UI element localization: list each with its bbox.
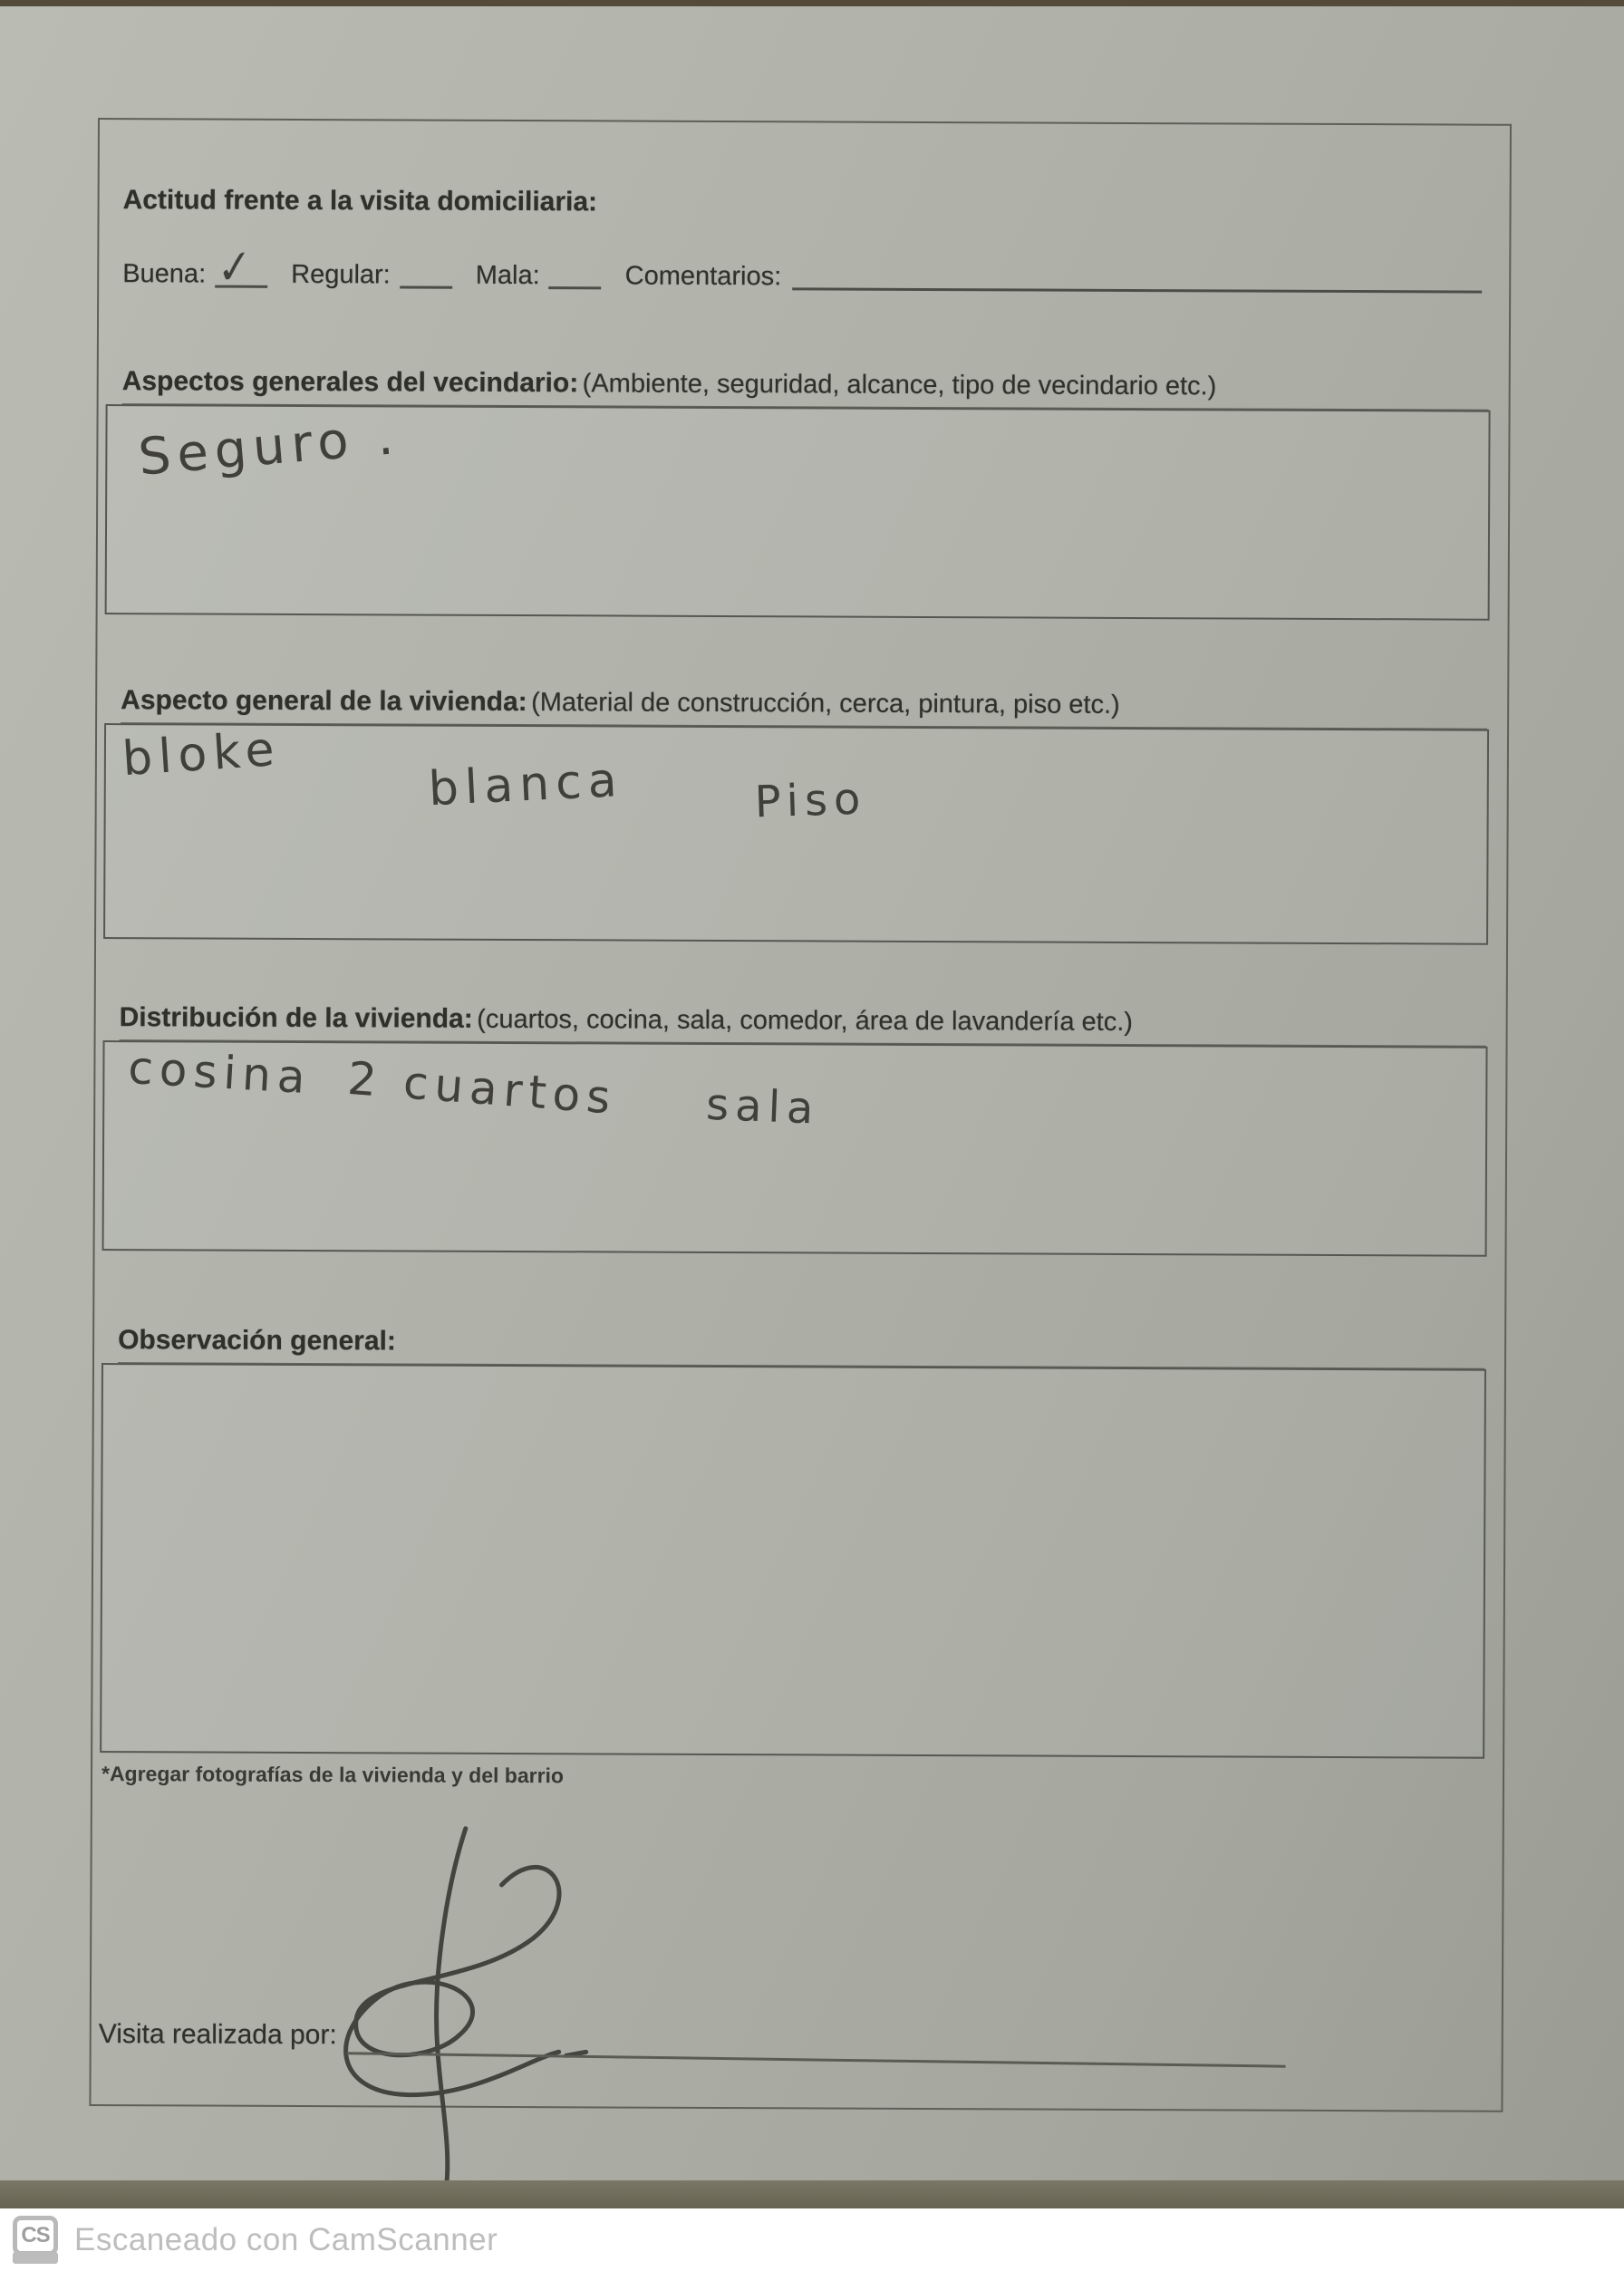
handwriting-vivienda-3: Piso (753, 773, 868, 828)
mala-label: Mala: (475, 260, 540, 291)
mala-blank-field (549, 259, 602, 289)
box-vecindario (105, 404, 1491, 621)
handwriting-distribucion-2: 2 cuartos (345, 1051, 619, 1125)
buena-checkmark: ✓ (217, 236, 258, 296)
camscanner-watermark-text: Escaneado con CamScanner (74, 2221, 498, 2257)
photos-footnote: *Agregar fotografías de la vivienda y del barrio (101, 1762, 565, 1788)
section-heading-distribucion: Distribución de la vivienda: (cuartos, cocina, sala, comedor, área de lavandería etc.) (120, 1002, 1486, 1048)
handwriting-vivienda-2: blanca (427, 752, 624, 817)
box-distribucion (102, 1040, 1488, 1257)
attitude-title: Actitud frente a la visita domiciliaria: (122, 185, 598, 217)
regular-label: Regular: (291, 259, 391, 290)
section-heading-observacion: Observación general: (118, 1325, 1484, 1370)
buena-blank-field (215, 236, 267, 296)
form-frame (89, 118, 1512, 2112)
regular-blank-field (400, 258, 452, 288)
comentarios-blank-field (792, 260, 1482, 293)
comentarios-label: Comentarios: (624, 261, 782, 292)
handwriting-distribucion-1: cosina (126, 1040, 314, 1105)
box-observacion (100, 1363, 1486, 1759)
photo-edge-top (0, 0, 1624, 6)
camscanner-icon: CS (13, 2216, 58, 2264)
handwriting-vecindario: Seguro . (136, 406, 402, 488)
section-heading-vivienda: Aspecto general de la vivienda: (Material de construcción, cerca, pintura, piso etc.) (121, 685, 1487, 730)
handwriting-distribucion-3: sala (705, 1078, 821, 1135)
camscanner-bar (0, 2208, 1624, 2271)
photo-edge-bottom (0, 2180, 1624, 2208)
attitude-row (122, 236, 1482, 296)
box-vivienda (103, 723, 1489, 945)
section-heading-vecindario: Aspectos generales del vecindario: (Ambiente, seguridad, alcance, tipo de vecindario etc.) (122, 366, 1489, 411)
handwriting-vivienda-1: bloke (121, 721, 283, 788)
buena-label: Buena: (122, 259, 207, 289)
signature (286, 1821, 614, 2203)
visit-by-label: Visita realizada por: (98, 2019, 337, 2051)
